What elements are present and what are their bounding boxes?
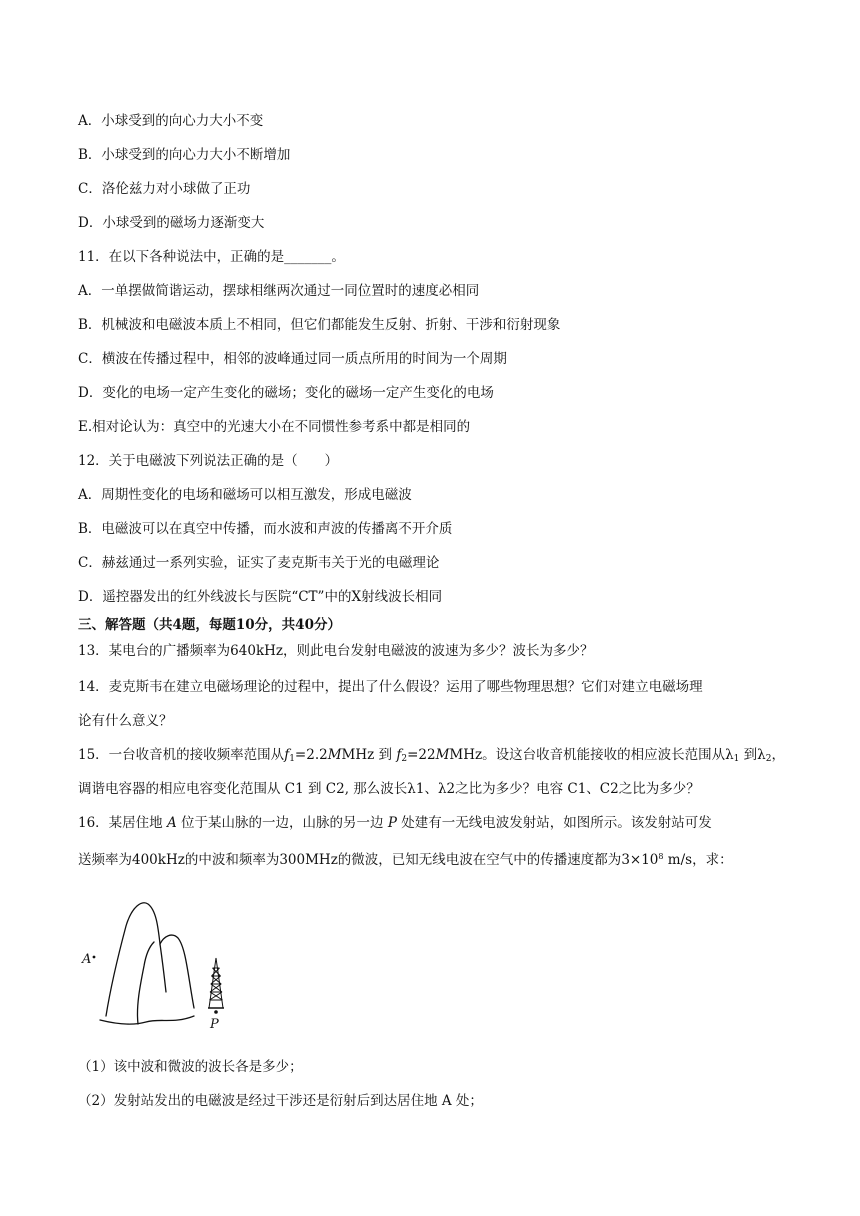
section-heading: 三、解答题（共4题，每题10分，共40分） <box>78 617 341 633</box>
point-p-dot <box>214 1010 218 1014</box>
q10-option-a: A．小球受到的向心力大小不变 <box>78 113 264 129</box>
q10-option-d: D．小球受到的磁场力逐渐变大 <box>78 215 265 231</box>
label-p: P <box>210 1017 219 1032</box>
q14-line1: 14．麦克斯韦在建立电磁场理论的过程中，提出了什么假设？运用了哪些物理思想？它们对建立电磁场理 <box>78 679 703 695</box>
q15-line2: 调谐电容器的相应电容变化范围从 C1 到 C2, 那么波长λ1、λ2之比为多少？电容 C1、C2之比为多少？ <box>78 781 700 797</box>
q14-line2: 论有什么意义？ <box>78 713 173 729</box>
q12-option-c: C．赫兹通过一系列实验，证实了麦克斯韦关于光的电磁理论 <box>78 555 440 571</box>
q12-option-d: D．遥控器发出的红外线波长与医院“CT”中的X射线波长相同 <box>78 589 443 605</box>
q11-option-e: E.相对论认为：真空中的光速大小在不同惯性参考系中都是相同的 <box>78 419 471 435</box>
q10-option-c: C．洛伦兹力对小球做了正功 <box>78 181 251 197</box>
q15-line1: 15．一台收音机的接收频率范围从$f_1=2.2MMHz$ 到 $f_2=22MMHz$。设这台收音机能接收的相应波长范围从$\lambda_1$ 到$\lambda_2$， <box>78 747 785 764</box>
q11-stem: 11．在以下各种说法中，正确的是_______。 <box>78 249 345 265</box>
q16-sub2: （2）发射站发出的电磁波是经过干涉还是衍射后到达居住地 A 处； <box>78 1093 483 1109</box>
q16-line2: 送频率为400kHz的中波和频率为300MHz的微波，已知无线电波在空气中的传播速度都为$3\times 10^8$ m/s，求： <box>78 852 733 868</box>
q12-option-b: B．电磁波可以在真空中传播，而水波和声波的传播离不开介质 <box>78 521 453 537</box>
label-a: A <box>82 952 92 967</box>
q16-line1: 16．某居住地 A 位于某山脉的一边，山脉的另一边 P 处建有一无线电波发射站，如图所示。该发射站可发 <box>78 815 712 831</box>
mountain-diagram <box>76 896 246 1036</box>
q11-option-d: D．变化的电场一定产生变化的磁场；变化的磁场一定产生变化的电场 <box>78 385 494 401</box>
point-a-dot <box>93 956 96 959</box>
q10-option-b: B．小球受到的向心力大小不断增加 <box>78 147 291 163</box>
q11-option-c: C．横波在传播过程中，相邻的波峰通过同一质点所用的时间为一个周期 <box>78 351 507 367</box>
q16-sub1: （1）该中波和微波的波长各是多少； <box>78 1059 303 1075</box>
mountain-transmitter-figure <box>76 896 246 1036</box>
tower-icon <box>208 958 224 1008</box>
q11-option-b: B．机械波和电磁波本质上不相同，但它们都能发生反射、折射、干涉和衍射现象 <box>78 317 561 333</box>
q13-text: 13．某电台的广播频率为640kHz，则此电台发射电磁波的波速为多少？波长为多少？ <box>78 643 594 659</box>
q12-option-a: A．周期性变化的电场和磁场可以相互激发，形成电磁波 <box>78 487 412 503</box>
q12-stem: 12．关于电磁波下列说法正确的是（ ） <box>78 453 339 469</box>
q11-option-a: A．一单摆做简谐运动，摆球相继两次通过一同位置时的速度必相同 <box>78 283 480 299</box>
